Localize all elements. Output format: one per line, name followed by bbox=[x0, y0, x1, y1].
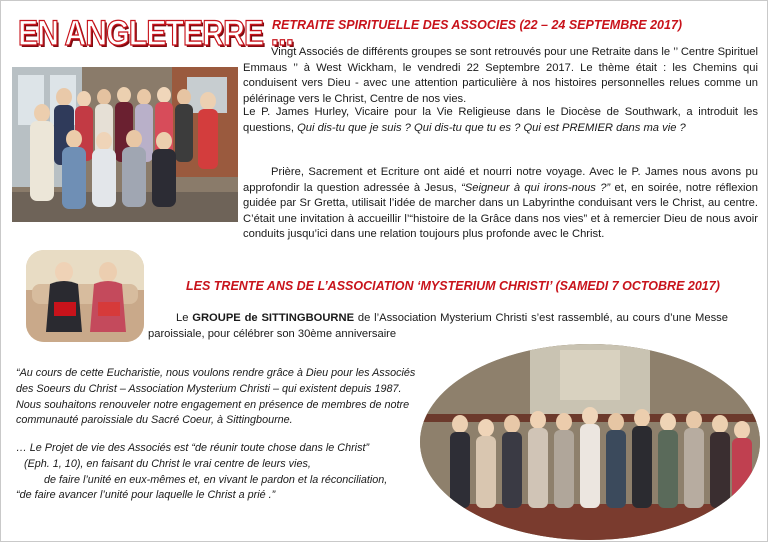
anniversary-heading: LES TRENTE ANS DE L’ASSOCIATION ‘MYSTERIUM CHRISTI’ (SAMEDI 7 OCTOBRE 2017) bbox=[186, 279, 720, 293]
church-group-photo bbox=[420, 344, 760, 540]
retreat-paragraph-3-lead: Prière, Sacrement et Ecriture ont aidé et nourri notre voyage. Avec le P. James nous avons pu approfondir la question adressée à Jesus, bbox=[243, 166, 758, 194]
retreat-heading: RETRAITE SPIRITUELLE DES ASSOCIES (22 – 24 SEPTEMBRE 2017) bbox=[272, 18, 683, 32]
retreat-paragraph-3-text bbox=[243, 165, 758, 243]
life-project-line-1: … Le Projet de vie des Associés est “de réunir toute chose dans le Christ” bbox=[16, 442, 370, 454]
retreat-group-photo bbox=[12, 67, 238, 222]
anniversary-paragraph-rest: de l’Association Mysterium Christi s’est rassemblé, au cours d’une Messe paroissiale, pour célébrer son 30ème anniversaire bbox=[148, 312, 728, 340]
retreat-paragraph-2-lead: Le P. James Hurley, Vicaire pour la Vie Religieuse dans le Diocèse de Southwark, a introduit les questions, bbox=[243, 106, 758, 134]
retreat-paragraph-3-rest: et, en soirée, notre réflexion guidée par Sr Gretta, utilisait l’idée de marcher dans un Labyrinthe conduisant vers le Christ, au centre. C’était une invitation à accueillir l’“histoire de la Grâce dans nos vies” et à remercier Dieu de nous avoir conduits jusqu’ici dans une relation toujours plus profonde avec le Christ. bbox=[243, 181, 758, 241]
retreat-paragraph-1-text: Vingt Associés de différents groupes se sont retrouvés pour une Retraite dans le ’’ Centre Spirituel Emmaus ’’ à West Wickham, le vendredi 22 Septembre 2017. Le thème était : les Chemins qui conduisent vers Dieu - avec une attention particulière à nos histoires personnelles relues comme un pélérinage vers le Christ, Centre de nos vies. bbox=[243, 46, 758, 105]
life-project-line-2: (Eph. 1, 10), en faisant du Christ le vrai centre de leurs vies, bbox=[24, 457, 311, 470]
retreat-paragraph-1 bbox=[243, 45, 758, 107]
retreat-paragraph-3 bbox=[243, 165, 758, 243]
retreat-paragraph-2-text bbox=[243, 105, 758, 136]
anniversary-paragraph bbox=[148, 311, 728, 342]
retreat-questions: Qui dis-tu que je suis ? Qui dis-tu que tu es ? Qui est PREMIER dans ma vie ? bbox=[297, 121, 686, 134]
anniversary-paragraph-text bbox=[148, 311, 728, 342]
retreat-question-quote: “Seigneur à qui irons-nous ?” bbox=[461, 181, 611, 194]
two-associates-photo bbox=[26, 250, 144, 342]
life-project-quote bbox=[16, 441, 420, 504]
anniversary-paragraph-lead: Le bbox=[176, 312, 193, 324]
sittingbourne-group-name: GROUPE de SITTINGBOURNE bbox=[192, 312, 355, 324]
banner-title: EN ANGLETERRE ... bbox=[18, 14, 294, 53]
retreat-paragraph-2 bbox=[243, 105, 758, 136]
eucharist-quote: “Au cours de cette Eucharistie, nous voulons rendre grâce à Dieu pour les Associés des Soeurs du Christ – Association Mysterium Christi – qui existent depuis 1987. Nous souhaitons renouveler notre engagement en présence de membres de notre communauté paroissiale du Sacré Coeur, à Sittingbourne. bbox=[16, 367, 416, 427]
life-project-line-3: de faire l’unité en eux-mêmes et, en vivant le pardon et la réconciliation, bbox=[44, 473, 388, 486]
life-project-line-4: “de faire avancer l’unité pour laquelle le Christ a prié .” bbox=[16, 489, 276, 502]
